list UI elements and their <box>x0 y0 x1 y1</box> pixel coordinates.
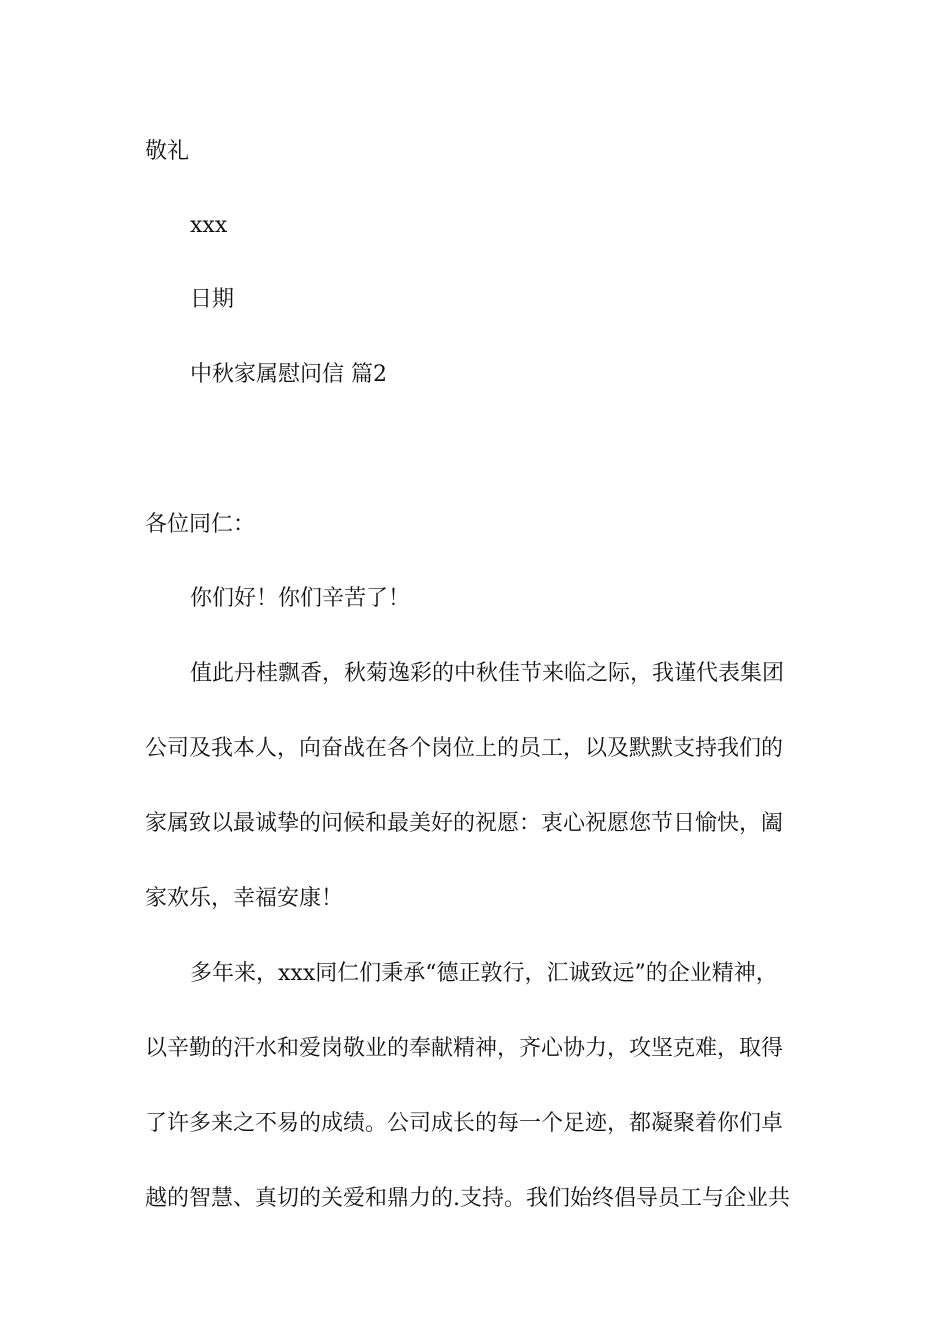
paragraph1-line-3: 家属致以最诚挚的问候和最美好的祝愿：衷心祝愿您节日愉快，阖 <box>145 811 784 836</box>
greeting-text: 你们好！你们辛苦了！ <box>190 586 411 611</box>
closing-text: 敬礼 <box>145 139 190 164</box>
paragraph1-line-2: 公司及我本人，向奋战在各个岗位上的员工，以及默默支持我们的 <box>145 736 784 761</box>
salutation-text: 各位同仁： <box>145 512 256 537</box>
paragraph1-line-1: 值此丹桂飘香，秋菊逸彩的中秋佳节来临之际，我谨代表集团 <box>190 661 785 686</box>
section-title: 中秋家属慰问信 篇2 <box>190 362 387 387</box>
signature-text: xxx <box>190 213 228 238</box>
paragraph2-line-2: 以辛勤的汗水和爱岗敬业的奉献精神，齐心协力，攻坚克难，取得 <box>145 1036 784 1061</box>
paragraph1-line-4: 家欢乐，幸福安康！ <box>145 886 344 911</box>
paragraph2-line-4: 越的智慧、真切的关爱和鼎力的.支持。我们始终倡导员工与企业共 <box>145 1186 790 1211</box>
date-label: 日期 <box>190 287 235 312</box>
paragraph2-line-1: 多年来，xxx同仁们秉承“德正敦行，汇诚致远”的企业精神， <box>190 961 778 986</box>
paragraph2-line-3: 了许多来之不易的成绩。公司成长的每一个足迹，都凝聚着你们卓 <box>145 1111 784 1136</box>
